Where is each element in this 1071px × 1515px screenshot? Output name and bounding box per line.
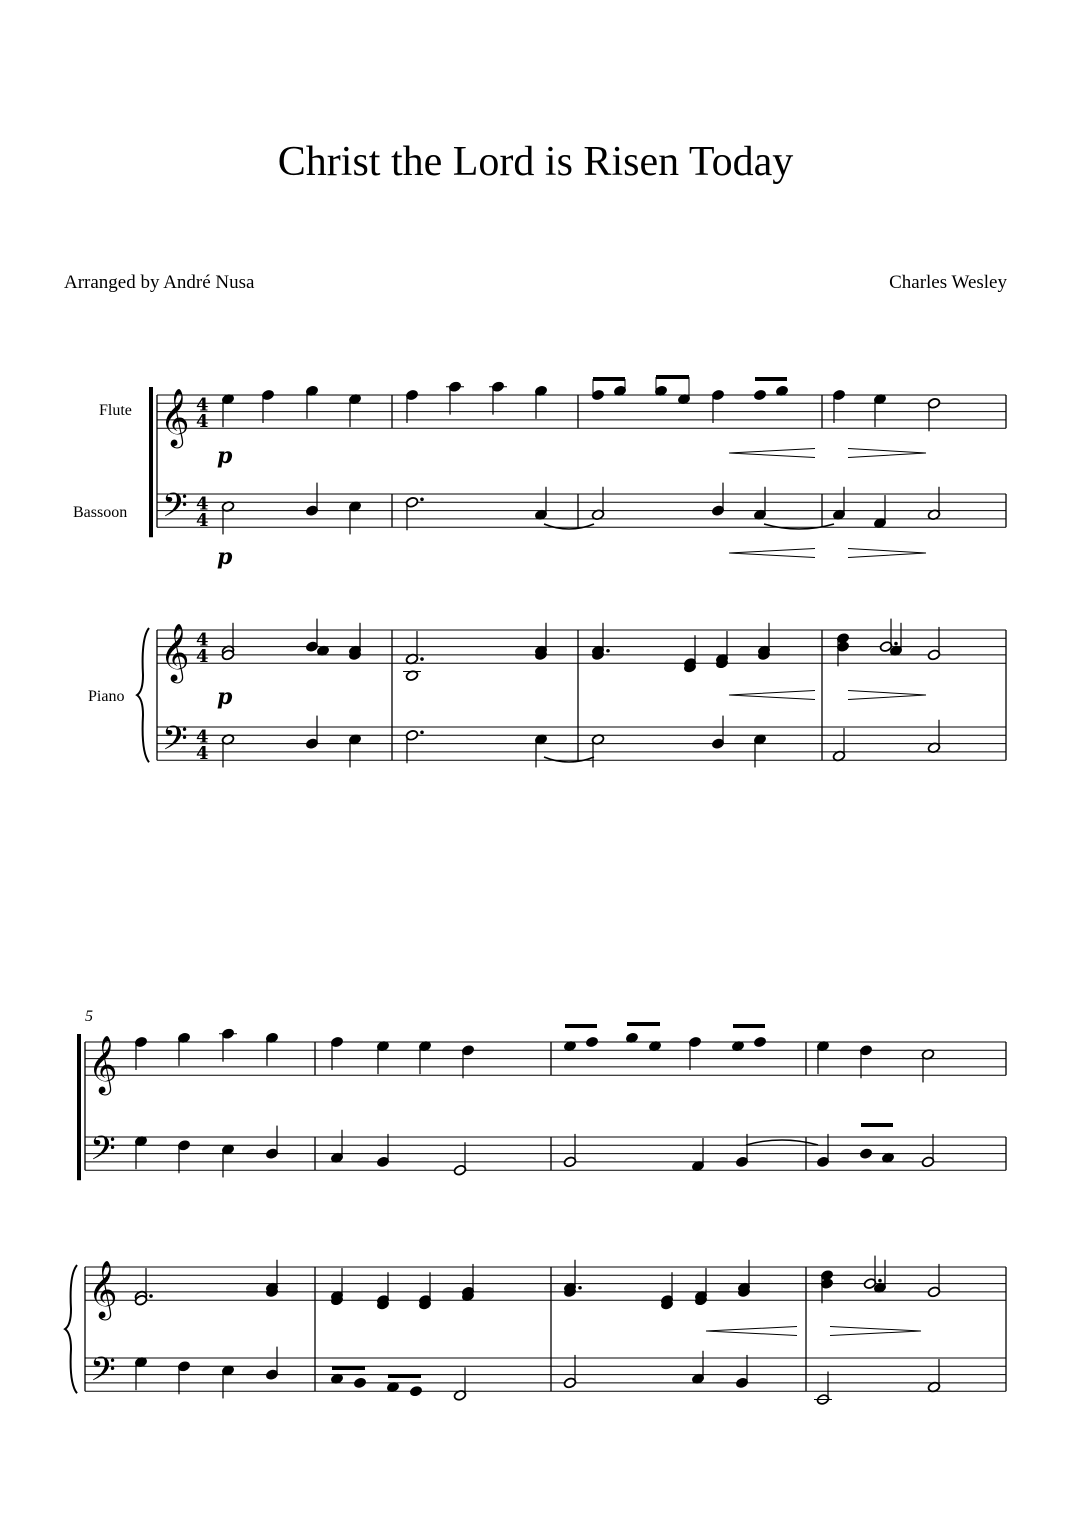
crescendo-hairpin	[729, 691, 815, 700]
piano-brace	[137, 628, 149, 762]
decrescendo-hairpin	[830, 1327, 921, 1336]
treble-clef: 𝄞	[160, 388, 190, 447]
bassoon-label: Bassoon	[73, 504, 128, 521]
time-signature-bottom: 4	[196, 510, 209, 532]
bass-clef: 𝄢	[90, 1350, 116, 1397]
tie	[544, 757, 594, 762]
bass-clef: 𝄢	[90, 1129, 116, 1176]
time-signature-bottom: 4	[196, 743, 209, 765]
time-signature-bottom: 4	[196, 411, 209, 433]
dot	[420, 731, 424, 735]
composer-credit: Charles Wesley	[889, 272, 1007, 293]
tie	[764, 524, 834, 529]
time-signature-bottom: 4	[196, 646, 209, 668]
tie	[544, 524, 594, 529]
treble-clef: 𝄞	[88, 1035, 118, 1094]
time-signature-top: 4	[196, 394, 209, 416]
bass-clef: 𝄢	[162, 719, 188, 766]
dot	[149, 1294, 153, 1298]
crescendo-hairpin	[729, 449, 815, 458]
note-head	[859, 1148, 872, 1160]
note-head	[585, 1036, 598, 1048]
time-signature-top: 4	[196, 726, 209, 748]
time-signature-top: 4	[196, 493, 209, 515]
crescendo-hairpin	[706, 1327, 797, 1336]
dot	[420, 657, 424, 661]
bassoon-dynamic: p	[217, 544, 233, 570]
arranger-credit: Arranged by André Nusa	[64, 272, 255, 293]
flute-dynamic: p	[217, 443, 233, 469]
dot	[606, 649, 610, 653]
time-signature-top: 4	[196, 629, 209, 651]
note-head	[409, 1385, 422, 1397]
dot	[878, 1279, 882, 1283]
piano-dynamic: p	[217, 684, 233, 710]
piano-brace	[65, 1265, 77, 1393]
dot	[578, 1286, 582, 1290]
treble-clef: 𝄞	[88, 1260, 118, 1319]
crescendo-hairpin	[729, 549, 815, 558]
decrescendo-hairpin	[848, 691, 926, 700]
dot	[420, 498, 424, 502]
note-head	[353, 1377, 366, 1389]
piano-label: Piano	[88, 688, 125, 705]
treble-clef: 𝄞	[160, 623, 190, 682]
note-head	[753, 389, 766, 401]
score-title: Christ the Lord is Risen Today	[277, 139, 794, 185]
note-head	[753, 1036, 766, 1048]
decrescendo-hairpin	[848, 449, 926, 458]
decrescendo-hairpin	[848, 549, 926, 558]
measure-number: 5	[85, 1008, 93, 1025]
bass-clef: 𝄢	[162, 486, 188, 533]
dot	[894, 642, 898, 646]
flute-label: Flute	[99, 402, 132, 419]
tie	[746, 1140, 818, 1145]
